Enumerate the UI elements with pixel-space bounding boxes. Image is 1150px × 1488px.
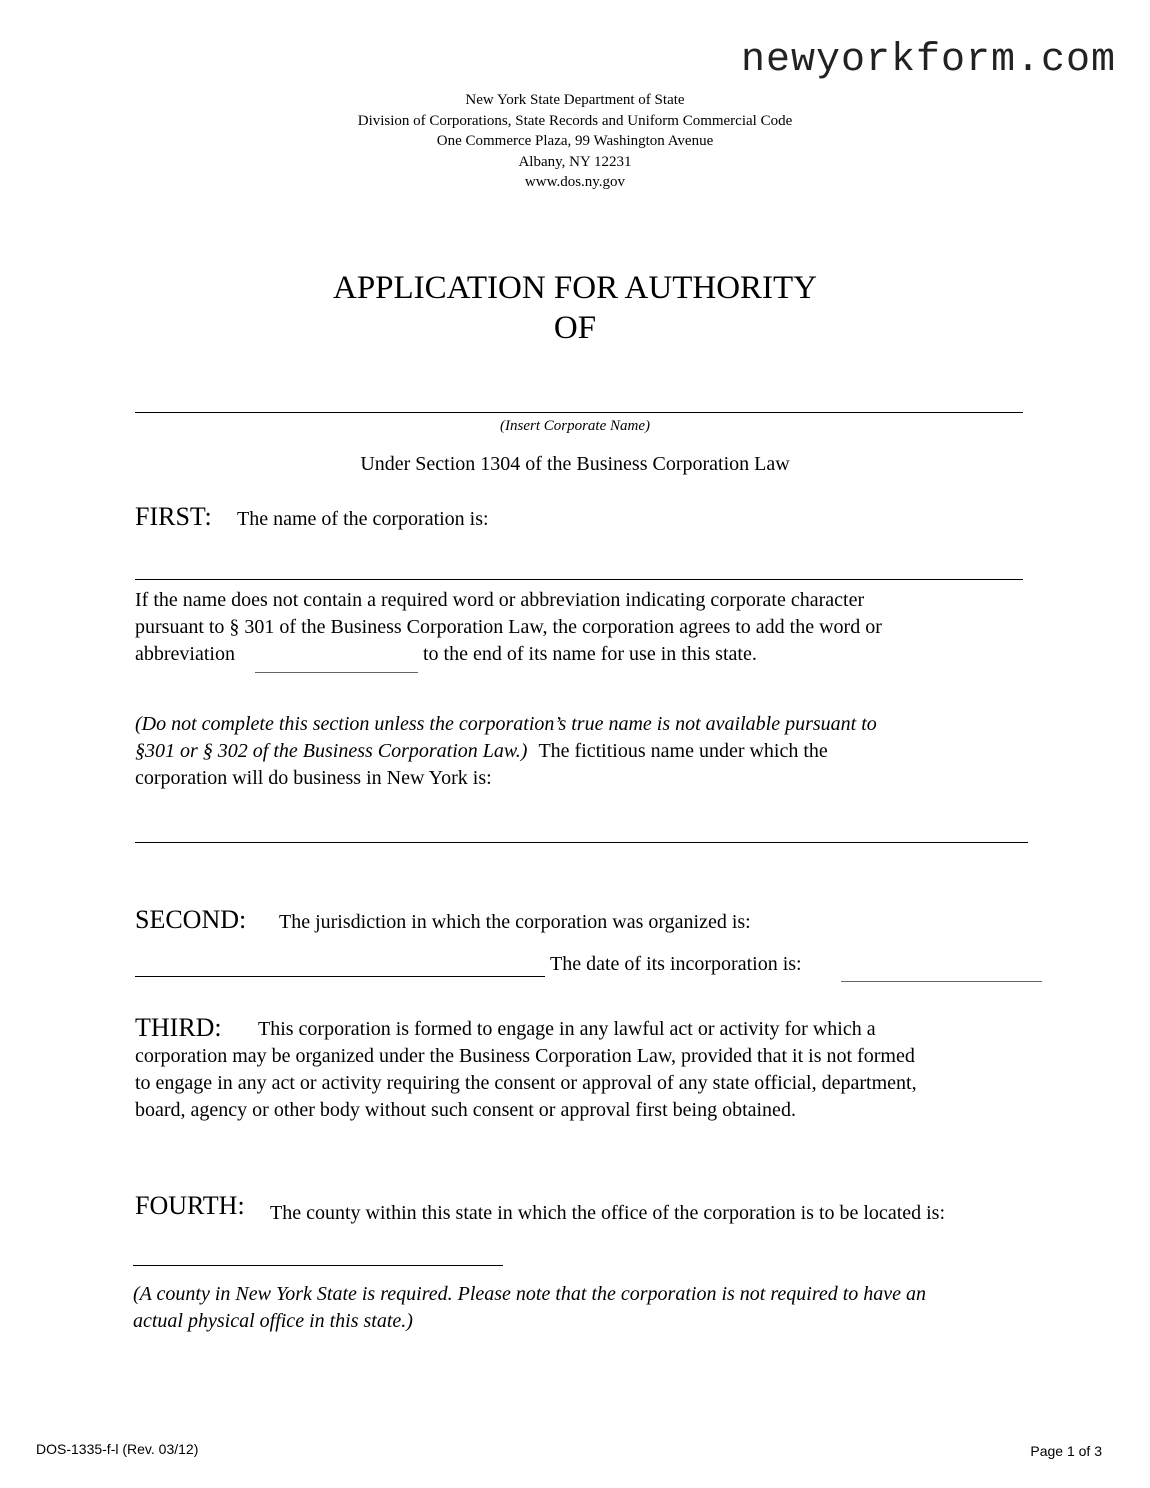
jurisdiction-field[interactable] xyxy=(135,976,545,977)
fictitious-note-plain: The fictitious name under which the xyxy=(538,740,828,762)
fictitious-note-italic: §301 or § 302 of the Business Corporation Law.) xyxy=(135,740,528,762)
county-note-line2: actual physical office in this state.) xyxy=(133,1310,413,1332)
form-id: DOS-1335-f-l (Rev. 03/12) xyxy=(36,1441,199,1457)
first-paragraph-line1: If the name does not contain a required word or abbreviation indicating corporate character xyxy=(135,589,865,611)
corporate-name-caption: (Insert Corporate Name) xyxy=(500,418,650,434)
fourth-text: The county within this state in which the office of the corporation is to be located is: xyxy=(270,1202,946,1224)
fictitious-note-line2 xyxy=(135,738,828,765)
form-title-line1: APPLICATION FOR AUTHORITY xyxy=(332,270,818,306)
form-title-line2: OF xyxy=(553,310,597,346)
incorporation-date-field[interactable] xyxy=(841,981,1042,982)
second-text: The jurisdiction in which the corporation was organized is: xyxy=(279,911,751,933)
first-text: The name of the corporation is: xyxy=(237,508,489,530)
form-title xyxy=(0,268,1150,348)
incorporation-date-label: The date of its incorporation is: xyxy=(550,953,802,975)
fictitious-note-line1: (Do not complete this section unless the corporation’s true name is not available pursuant to xyxy=(135,713,877,735)
corporation-name-field[interactable] xyxy=(135,579,1023,580)
first-paragraph-line3b: to the end of its name for use in this state. xyxy=(423,643,757,665)
subtitle: Under Section 1304 of the Business Corporation Law xyxy=(360,453,790,475)
county-field[interactable] xyxy=(133,1265,503,1266)
agency-name: New York State Department of State xyxy=(465,92,685,108)
page-number: Page 1 of 3 xyxy=(1030,1443,1102,1459)
third-heading: THIRD: xyxy=(135,1013,222,1042)
second-heading: SECOND: xyxy=(135,905,247,934)
third-line1: This corporation is formed to engage in any lawful act or activity for which a xyxy=(258,1018,876,1040)
agency-city: Albany, NY 12231 xyxy=(518,153,632,170)
agency-street: One Commerce Plaza, 99 Washington Avenue xyxy=(436,133,714,149)
agency-header xyxy=(0,90,1150,193)
third-line2: corporation may be organized under the Business Corporation Law, provided that it is not formed xyxy=(135,1045,915,1067)
first-paragraph-line2: pursuant to § 301 of the Business Corporation Law, the corporation agrees to add the word or xyxy=(135,616,882,638)
fictitious-name-field[interactable] xyxy=(135,842,1028,843)
fourth-heading: FOURTH: xyxy=(135,1191,245,1220)
county-note-line1: (A county in New York State is required. Please note that the corporation is not required to have an xyxy=(133,1283,927,1305)
abbreviation-field[interactable] xyxy=(255,672,418,673)
first-heading: FIRST: xyxy=(135,502,212,531)
third-line4: board, agency or other body without such consent or approval first being obtained. xyxy=(135,1099,796,1121)
first-paragraph-line3a: abbreviation xyxy=(135,643,235,665)
agency-website: www.dos.ny.gov xyxy=(524,174,626,190)
fictitious-note-line3: corporation will do business in New York is: xyxy=(135,767,492,789)
corporate-name-field[interactable] xyxy=(135,412,1023,413)
third-line3: to engage in any act or activity requiring the consent or approval of any state official, department, xyxy=(135,1072,917,1094)
watermark: newyorkform.com xyxy=(740,38,1116,83)
agency-division: Division of Corporations, State Records and Uniform Commercial Code xyxy=(357,112,793,129)
